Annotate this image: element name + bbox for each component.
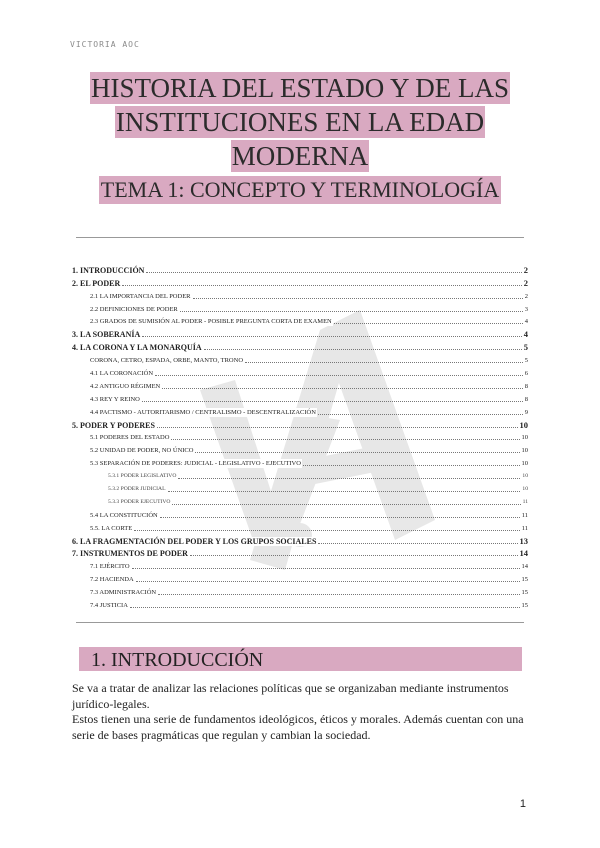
toc-entry[interactable] <box>72 442 528 455</box>
toc-entry-title: CORONA, CETRO, ESPADA, ORBE, MANTO, TRONO <box>90 357 244 365</box>
toc-dot-leader <box>193 298 523 299</box>
toc-entry-title: 2.1 LA IMPORTANCIA DEL PODER <box>90 292 191 300</box>
toc-dot-leader <box>158 594 519 595</box>
title-line-3: MODERNA <box>231 141 369 171</box>
toc-entry-page: 13 <box>519 535 528 546</box>
toc-entry-page: 3 <box>524 305 528 313</box>
toc-entry[interactable] <box>72 275 528 288</box>
toc-entry-page: 14 <box>521 563 528 571</box>
toc-entry-page: 5 <box>523 342 528 353</box>
toc-dot-leader <box>195 452 519 453</box>
toc-dot-leader <box>172 504 520 505</box>
toc-dot-leader <box>132 568 520 569</box>
toc-entry[interactable] <box>72 417 528 430</box>
document-subtitle: TEMA 1: CONCEPTO Y TERMINOLOGÍA <box>100 177 500 202</box>
toc-entry[interactable] <box>72 352 528 365</box>
toc-entry-page: 2 <box>523 277 528 288</box>
table-of-contents <box>72 262 528 610</box>
toc-dot-leader <box>142 401 523 402</box>
title-line-2: INSTITUCIONES EN LA EDAD <box>115 107 485 137</box>
toc-dot-leader <box>122 285 522 286</box>
section-body <box>72 681 530 743</box>
toc-entry-page: 15 <box>521 602 528 610</box>
toc-entry[interactable] <box>72 378 528 391</box>
toc-entry[interactable] <box>72 301 528 314</box>
toc-entry-title: 1. INTRODUCCIÓN <box>72 265 145 275</box>
toc-entry-title: 5. PODER Y PODERES <box>72 420 155 430</box>
toc-entry-title: 4.4 PACTISMO - AUTORITARISMO / CENTRALISMO - DESCENTRALIZACIÓN <box>90 408 316 416</box>
toc-entry-title: 5.3 SEPARACIÓN DE PODERES: JUDICIAL - LEGISLATIVO - EJECUTIVO <box>90 460 301 468</box>
toc-dot-leader <box>318 414 523 415</box>
page-number: 1 <box>519 798 526 810</box>
toc-entry[interactable] <box>72 430 528 443</box>
toc-entry[interactable] <box>72 584 528 597</box>
toc-dot-leader <box>146 272 521 273</box>
toc-entry-page: 4 <box>524 318 528 326</box>
toc-entry[interactable] <box>72 494 528 507</box>
toc-entry-page: 15 <box>521 589 528 597</box>
toc-entry-title: 4.3 REY Y REINO <box>90 395 140 403</box>
toc-entry-page: 9 <box>524 408 528 416</box>
toc-entry-page: 10 <box>522 473 528 480</box>
toc-entry[interactable] <box>72 597 528 610</box>
toc-entry-title: 7.4 JUSTICIA <box>90 602 128 610</box>
toc-entry[interactable] <box>72 326 528 339</box>
toc-entry[interactable] <box>72 533 528 546</box>
divider-top <box>76 237 524 238</box>
toc-entry[interactable] <box>72 314 528 327</box>
body-paragraph: Estos tienen una serie de fundamentos ideológicos, éticos y morales. Además cuentan con una serie de bases pragmáticas que regulan y cambian la sociedad. <box>72 712 524 742</box>
toc-entry-title: 5.2 UNIDAD DE PODER, NO ÚNICO <box>90 447 194 455</box>
toc-entry-page: 11 <box>521 511 528 519</box>
toc-entry-title: 6. LA FRAGMENTACIÓN DEL PODER Y LOS GRUPOS SOCIALES <box>72 536 317 546</box>
toc-entry[interactable] <box>72 546 528 559</box>
toc-entry-title: 5.3.3 PODER EJECUTIVO <box>108 498 171 505</box>
toc-entry-page: 10 <box>521 460 528 468</box>
toc-entry-title: 2.2 DEFINICIONES DE PODER <box>90 305 178 313</box>
toc-entry-page: 2 <box>524 292 528 300</box>
toc-entry[interactable] <box>72 481 528 494</box>
toc-entry-title: 7. INSTRUMENTOS DE PODER <box>72 549 188 559</box>
toc-dot-leader <box>190 555 518 556</box>
toc-entry[interactable] <box>72 288 528 301</box>
toc-entry-page: 8 <box>524 382 528 390</box>
toc-entry-page: 10 <box>522 486 528 493</box>
toc-entry[interactable] <box>72 339 528 352</box>
toc-entry-page: 11 <box>522 498 528 505</box>
toc-entry-title: 5.3.1 PODER LEGISLATIVO <box>108 473 177 480</box>
toc-entry-page: 14 <box>519 548 528 559</box>
toc-entry-title: 2.3 GRADOS DE SUMISIÓN AL PODER - POSIBLE PREGUNTA CORTA DE EXAMEN <box>90 318 332 326</box>
toc-dot-leader <box>160 517 520 518</box>
toc-entry[interactable] <box>72 404 528 417</box>
toc-entry-title: 3. LA SOBERANÍA <box>72 330 141 340</box>
toc-entry-page: 8 <box>524 395 528 403</box>
toc-entry-title: 4. LA CORONA Y LA MONARQUÍA <box>72 343 202 353</box>
toc-dot-leader <box>162 388 523 389</box>
toc-entry[interactable] <box>72 507 528 520</box>
toc-entry-page: 10 <box>521 434 528 442</box>
toc-entry-title: 5.5. LA CORTE <box>90 524 133 532</box>
toc-dot-leader <box>318 543 517 544</box>
section-heading-text: 1. INTRODUCCIÓN <box>91 649 264 671</box>
toc-entry-page: 2 <box>523 264 528 275</box>
toc-entry-page: 15 <box>521 576 528 584</box>
toc-entry[interactable] <box>72 520 528 533</box>
toc-entry-page: 4 <box>523 329 528 340</box>
toc-entry-page: 5 <box>524 357 528 365</box>
section-heading <box>79 647 522 671</box>
toc-entry-title: 2. EL PODER <box>72 278 121 288</box>
toc-entry[interactable] <box>72 558 528 571</box>
toc-entry-page: 10 <box>519 419 528 430</box>
toc-entry-title: 5.3.2 PODER JUDICIAL <box>108 486 166 493</box>
toc-entry-title: 4.2 ANTIGUO RÉGIMEN <box>90 382 161 390</box>
toc-dot-leader <box>155 375 523 376</box>
toc-dot-leader <box>157 427 518 428</box>
body-paragraph: Se va a tratar de analizar las relaciones políticas que se organizaban mediante instrumentos jurídico-legales. <box>72 681 509 711</box>
toc-dot-leader <box>142 336 522 337</box>
toc-entry-page: 11 <box>521 524 528 532</box>
toc-dot-leader <box>204 349 522 350</box>
toc-dot-leader <box>171 439 519 440</box>
toc-entry[interactable] <box>72 455 528 468</box>
toc-dot-leader <box>136 581 520 582</box>
toc-dot-leader <box>134 530 520 531</box>
toc-entry-page: 10 <box>521 447 528 455</box>
toc-entry-title: 5.1 PODERES DEL ESTADO <box>90 434 170 442</box>
toc-dot-leader <box>303 465 520 466</box>
toc-dot-leader <box>130 607 520 608</box>
toc-entry-title: 5.4 LA CONSTITUCIÓN <box>90 511 158 519</box>
toc-dot-leader <box>168 491 521 492</box>
toc-entry[interactable] <box>72 262 528 275</box>
toc-entry-title: 4.1 LA CORONACIÓN <box>90 370 154 378</box>
toc-entry[interactable] <box>72 468 528 481</box>
toc-dot-leader <box>245 362 523 363</box>
toc-dot-leader <box>180 311 523 312</box>
toc-entry[interactable] <box>72 391 528 404</box>
toc-entry-page: 6 <box>524 370 528 378</box>
author-header: VICTORIA AOC <box>70 40 140 49</box>
toc-dot-leader <box>334 323 523 324</box>
toc-entry-title: 7.3 ADMINISTRACIÓN <box>90 589 157 597</box>
toc-dot-leader <box>178 478 520 479</box>
toc-entry[interactable] <box>72 571 528 584</box>
toc-entry[interactable] <box>72 365 528 378</box>
toc-entry-title: 7.1 EJÉRCITO <box>90 563 130 571</box>
document-title <box>0 72 600 204</box>
title-line-1: HISTORIA DEL ESTADO Y DE LAS <box>90 73 510 103</box>
toc-entry-title: 7.2 HACIENDA <box>90 576 134 584</box>
divider-bottom <box>76 622 524 623</box>
